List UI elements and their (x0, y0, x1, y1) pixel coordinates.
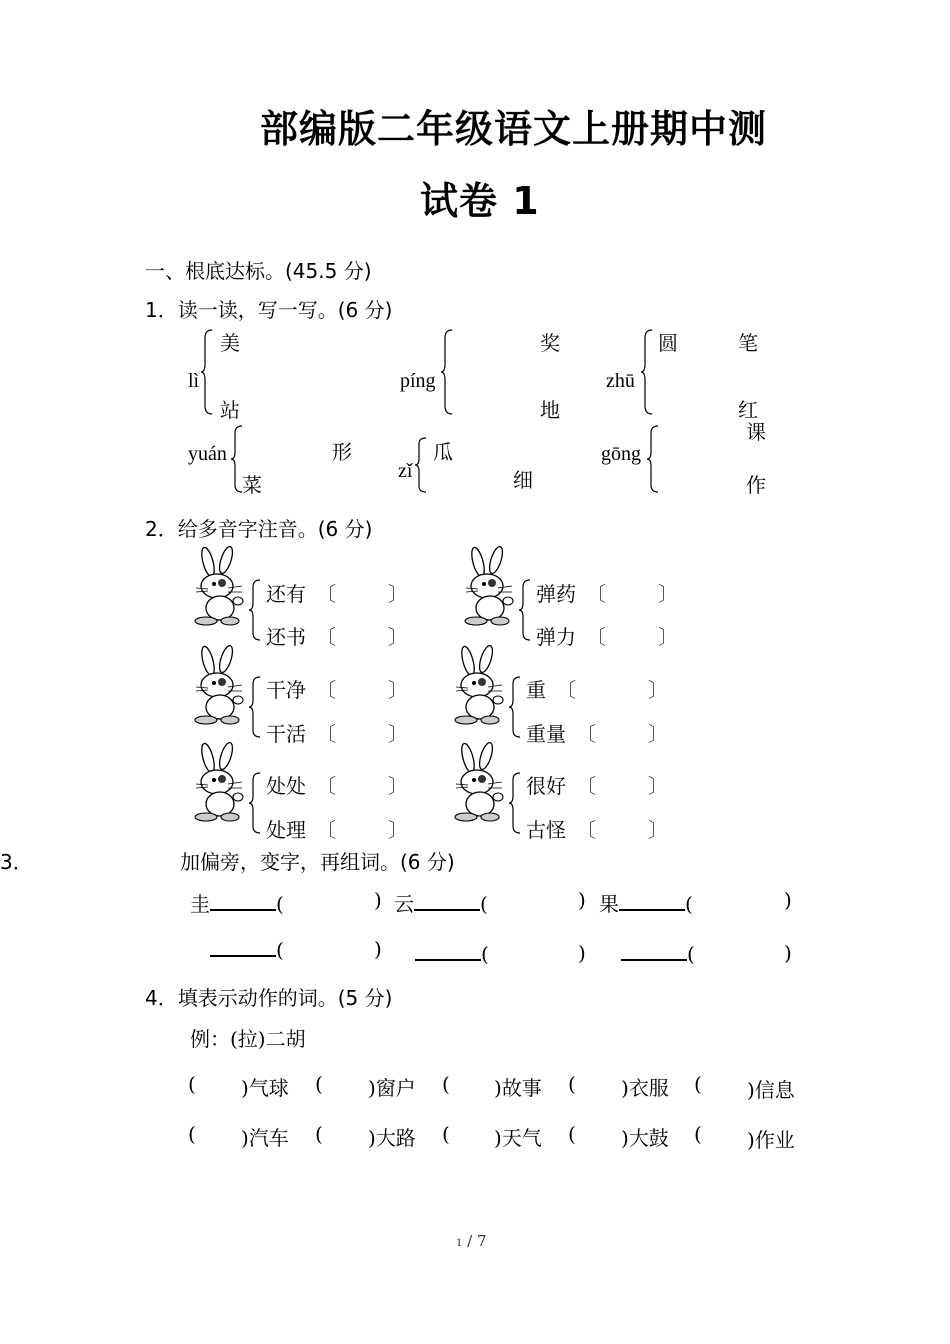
q1-char: 菜 (242, 473, 262, 497)
polyphone-word: 古怪 (526, 818, 566, 842)
rabbit-icon (186, 742, 250, 822)
q4-item: ( (694, 1122, 702, 1146)
question-3-label: 加偏旁，变字，再组词。(6 分) (180, 850, 455, 874)
page-number: 1 / 7 (456, 1232, 487, 1250)
answer-bracket-open: 〔 (586, 625, 606, 649)
q4-item: )窗户 (368, 1076, 416, 1100)
answer-bracket-close: 〕 (388, 582, 408, 606)
q4-item: ( (442, 1122, 450, 1146)
q1-char: 作 (746, 473, 766, 497)
q3-paren-close: ) (578, 888, 586, 912)
fill-blank[interactable] (210, 891, 276, 911)
q3-blank-row2: ( (621, 941, 695, 966)
polyphone-word: 重 (526, 678, 546, 702)
brace-icon (440, 328, 454, 416)
answer-bracket-close: 〕 (388, 678, 408, 702)
q4-item: ( (694, 1072, 702, 1096)
answer-bracket-close: 〕 (648, 818, 668, 842)
answer-bracket-close: 〕 (658, 582, 678, 606)
answer-bracket-close: 〕 (658, 625, 678, 649)
page-title: 部编版二年级语文上册期中测 (260, 107, 768, 151)
q1-char: 圆 (658, 331, 678, 355)
q4-item: )衣服 (621, 1076, 669, 1100)
rabbit-icon (186, 645, 250, 725)
q1-char: 瓜 (433, 440, 453, 464)
brace-icon (248, 771, 262, 835)
polyphone-word: 处处 (266, 774, 306, 798)
answer-bracket-open: 〔 (576, 818, 596, 842)
q3-paren-close: ) (784, 888, 792, 912)
answer-bracket-open: 〔 (316, 582, 336, 606)
rabbit-icon (186, 546, 250, 626)
pinyin-li: lì (188, 370, 200, 392)
answer-bracket-open: 〔 (316, 625, 336, 649)
question-2-label: 2．给多音字注音。(6 分) (145, 517, 373, 541)
fill-blank[interactable] (210, 937, 276, 957)
answer-bracket-open: 〔 (576, 722, 596, 746)
brace-icon (200, 328, 214, 416)
answer-bracket-open: 〔 (316, 774, 336, 798)
q4-item: ( (188, 1072, 196, 1096)
brace-icon (518, 578, 532, 642)
pinyin-gong: gōng (601, 443, 641, 465)
q1-char: 站 (220, 398, 240, 422)
question-1-label: 1．读一读，写一写。(6 分) (145, 298, 393, 322)
brace-icon (508, 771, 522, 835)
polyphone-word: 还有 (266, 582, 306, 606)
q4-item: )天气 (494, 1126, 542, 1150)
q3-paren-close: ) (578, 941, 586, 965)
question-4-label: 4．填表示动作的词。(5 分) (145, 986, 393, 1010)
q1-char: 红 (738, 398, 758, 422)
brace-icon (248, 578, 262, 642)
pinyin-zi: zǐ (398, 460, 413, 482)
polyphone-word: 很好 (526, 774, 566, 798)
brace-icon (646, 424, 660, 494)
fill-blank[interactable] (621, 941, 687, 961)
polyphone-word: 重量 (526, 722, 566, 746)
q3-blank-row2: ( (210, 937, 284, 962)
answer-bracket-open: 〔 (316, 818, 336, 842)
q3-char: 圭 ( (190, 892, 284, 916)
q1-char: 细 (513, 468, 533, 492)
answer-bracket-open: 〔 (586, 582, 606, 606)
q4-item: ( (315, 1072, 323, 1096)
fill-blank[interactable] (414, 891, 480, 911)
pinyin-ping: píng (400, 370, 436, 392)
answer-bracket-close: 〕 (388, 774, 408, 798)
q1-char: 形 (332, 440, 352, 464)
polyphone-word: 弹力 (536, 625, 576, 649)
q3-char: 云 ( (394, 892, 488, 916)
polyphone-word: 干净 (266, 678, 306, 702)
answer-bracket-close: 〕 (388, 722, 408, 746)
q4-item: )大鼓 (621, 1126, 669, 1150)
q3-paren-close: ) (784, 941, 792, 965)
section-heading: 一、根底达标。(45.5 分) (145, 259, 372, 283)
brace-icon (414, 436, 428, 494)
q1-char: 笔 (738, 331, 758, 355)
answer-bracket-open: 〔 (316, 722, 336, 746)
polyphone-word: 还书 (266, 625, 306, 649)
q3-char-text: 云 (394, 892, 414, 916)
question-3-number: 3． (0, 850, 33, 874)
q4-item: ( (568, 1122, 576, 1146)
q4-item: ( (188, 1122, 196, 1146)
q1-char: 奖 (540, 331, 560, 355)
answer-bracket-open: 〔 (316, 678, 336, 702)
fill-blank[interactable] (415, 941, 481, 961)
polyphone-word: 处理 (266, 818, 306, 842)
brace-icon (640, 328, 654, 416)
q3-paren-close: ) (374, 937, 382, 961)
brace-icon (248, 675, 262, 739)
q1-char: 课 (746, 420, 766, 444)
q4-item: )信息 (747, 1078, 795, 1102)
pinyin-zhu: zhū (606, 370, 635, 392)
polyphone-word: 弹药 (536, 582, 576, 606)
q4-item: ( (568, 1072, 576, 1096)
answer-bracket-close: 〕 (648, 678, 668, 702)
q3-char-text: 圭 (190, 892, 210, 916)
polyphone-word: 干活 (266, 722, 306, 746)
q4-item: )故事 (494, 1076, 542, 1100)
q4-item: )作业 (747, 1128, 795, 1152)
page-title-line2: 试卷 1 (420, 179, 540, 223)
answer-bracket-open: 〔 (556, 678, 576, 702)
q3-char: 果 ( (599, 892, 693, 916)
q1-char: 美 (220, 331, 240, 355)
q3-char-text: 果 (599, 892, 619, 916)
q3-blank-row2: ( (415, 941, 489, 966)
brace-icon (508, 675, 522, 739)
answer-bracket-close: 〕 (648, 774, 668, 798)
rabbit-icon (446, 742, 510, 822)
q4-example: 例：(拉)二胡 (190, 1027, 306, 1051)
pinyin-yuan: yuán (188, 443, 227, 465)
answer-bracket-close: 〕 (388, 625, 408, 649)
q4-item: )大路 (368, 1126, 416, 1150)
answer-bracket-open: 〔 (576, 774, 596, 798)
q4-item: ( (442, 1072, 450, 1096)
answer-bracket-close: 〕 (648, 722, 668, 746)
q4-item: )汽车 (241, 1126, 289, 1150)
fill-blank[interactable] (619, 891, 685, 911)
answer-bracket-close: 〕 (388, 818, 408, 842)
q4-item: )气球 (241, 1076, 289, 1100)
q3-paren-close: ) (374, 888, 382, 912)
rabbit-icon (446, 645, 510, 725)
q1-char: 地 (540, 398, 560, 422)
rabbit-icon (456, 546, 520, 626)
q4-item: ( (315, 1122, 323, 1146)
